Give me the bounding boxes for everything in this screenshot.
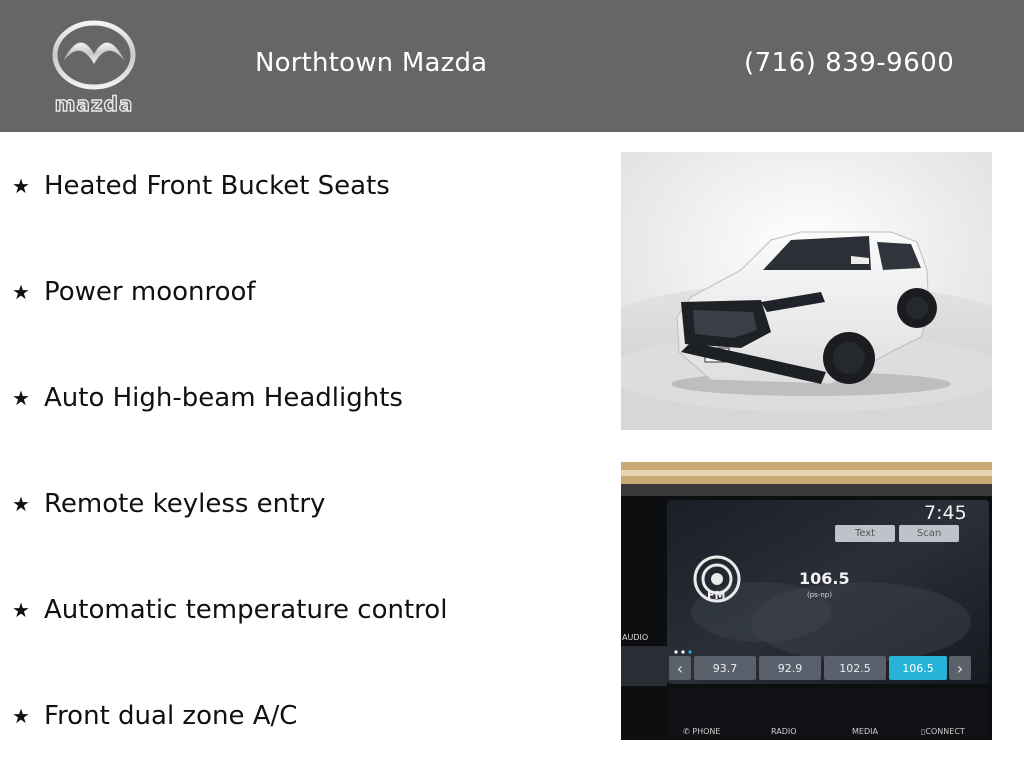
star-icon: ★ (12, 386, 30, 410)
scan-button[interactable]: Scan (899, 525, 959, 542)
phone-icon: ✆ (683, 727, 693, 736)
connect-tab-label: CONNECT (925, 727, 965, 736)
dealer-header (0, 0, 1024, 132)
feature-label: Heated Front Bucket Seats (44, 171, 390, 201)
feature-item (12, 592, 447, 628)
feature-item (12, 698, 297, 734)
phone-tab-label: PHONE (692, 727, 721, 736)
mazda-logo (42, 18, 146, 116)
station-ps: (ps-np) (807, 591, 832, 599)
vehicle-image (621, 152, 992, 430)
mazda-wordmark: mazda (54, 92, 134, 116)
star-icon: ★ (12, 174, 30, 198)
feature-label: Front dual zone A/C (44, 701, 298, 731)
preset-button-active[interactable]: 106.5 (889, 656, 947, 680)
clock-time: 7:45 (924, 502, 967, 524)
radio-tab[interactable]: RADIO (771, 727, 797, 736)
band-label: FM (707, 589, 726, 602)
star-icon: ★ (12, 598, 30, 622)
preset-next-button[interactable]: › (949, 656, 971, 680)
feature-label: Automatic temperature control (44, 595, 448, 625)
dealer-phone[interactable]: (716) 839-9600 (744, 48, 955, 78)
preset-button[interactable]: 102.5 (824, 656, 886, 680)
preset-button[interactable]: 93.7 (694, 656, 756, 680)
feature-label: Remote keyless entry (44, 489, 326, 519)
star-icon: ★ (12, 492, 30, 516)
radio-screen-photo[interactable] (621, 462, 992, 740)
connect-tab[interactable] (921, 727, 965, 736)
media-tab[interactable]: MEDIA (852, 727, 878, 736)
connect-icon: ▯ (921, 727, 926, 736)
feature-item (12, 486, 325, 522)
phone-tab[interactable] (683, 727, 720, 736)
text-button[interactable]: Text (835, 525, 895, 542)
feature-label: Power moonroof (44, 277, 256, 307)
preset-prev-button[interactable]: ‹ (669, 656, 691, 680)
station-frequency: 106.5 (799, 569, 850, 588)
feature-label: Auto High-beam Headlights (44, 383, 403, 413)
dealer-name: Northtown Mazda (255, 48, 488, 78)
feature-item (12, 380, 403, 416)
feature-item (12, 168, 390, 204)
vehicle-photo[interactable] (621, 152, 992, 430)
star-icon: ★ (12, 280, 30, 304)
star-icon: ★ (12, 704, 30, 728)
feature-item (12, 274, 256, 310)
mazda-emblem-icon (52, 20, 136, 90)
preset-button[interactable]: 92.9 (759, 656, 821, 680)
audio-label: AUDIO (622, 633, 649, 642)
